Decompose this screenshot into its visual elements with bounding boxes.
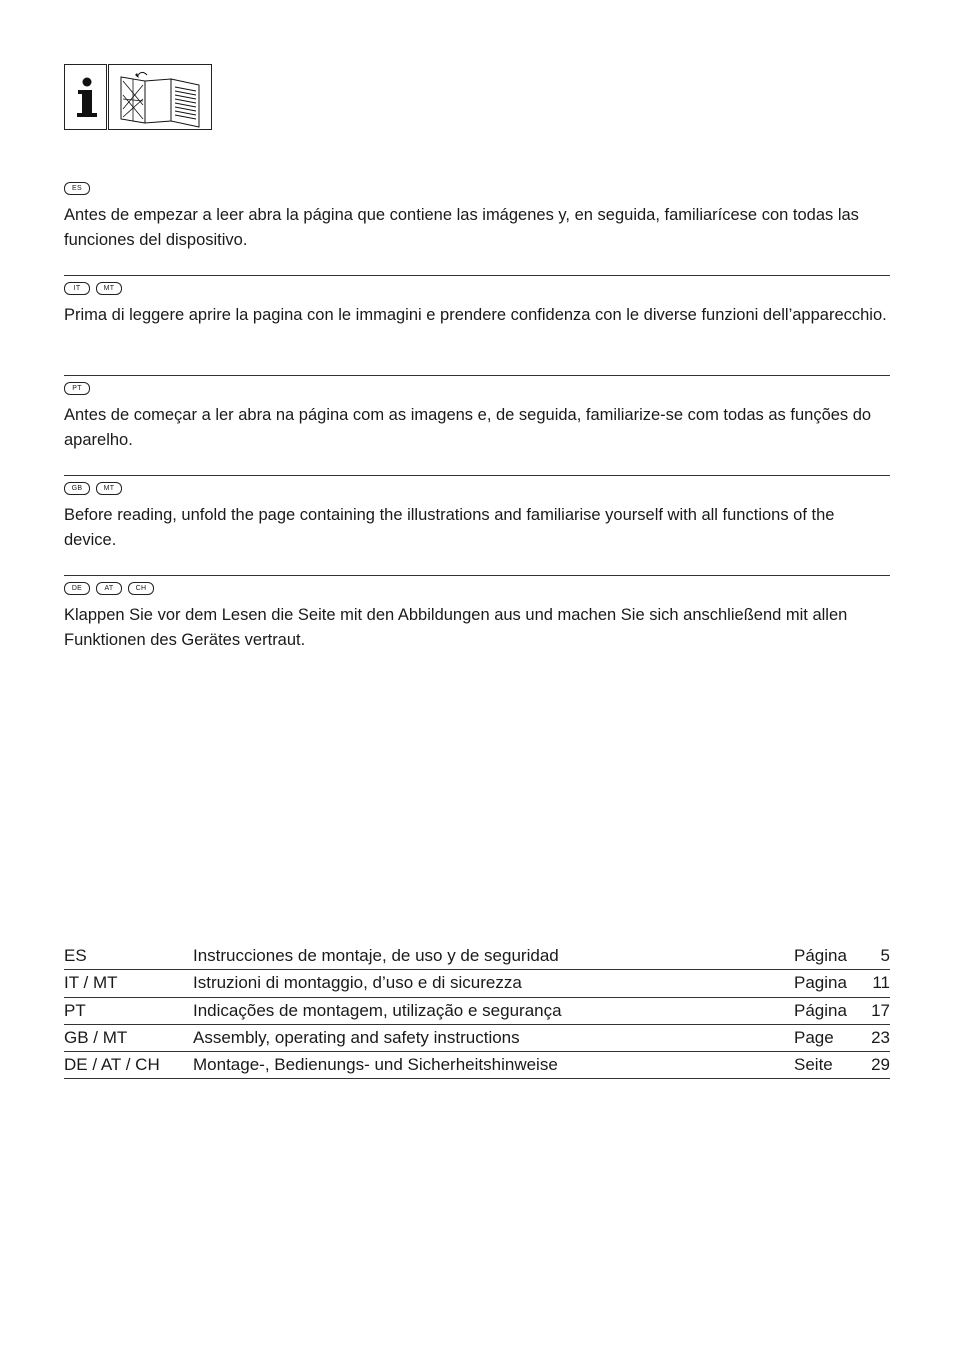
section-text: Before reading, unfold the page containing the illustrations and familiarise yourself with all functions of the device. (64, 506, 835, 549)
toc-page: 29 (871, 1055, 890, 1075)
language-badge: PT (64, 382, 90, 395)
toc-row (64, 943, 890, 970)
info-letter-icon (65, 65, 106, 129)
language-section (64, 276, 890, 376)
language-sections (64, 176, 890, 676)
section-text: Antes de empezar a leer abra la página que contiene las imágenes y, en seguida, familiarícese con todas las funciones del dispositivo. (64, 206, 859, 249)
toc-title: Istruzioni di montaggio, d’uso e di sicurezza (193, 973, 522, 993)
language-badge: GB (64, 482, 90, 495)
toc-label: Seite (794, 1055, 833, 1075)
unfold-page-icon (109, 65, 211, 129)
toc-page: 17 (871, 1000, 890, 1020)
toc-code: PT (64, 1000, 86, 1020)
language-badge: ES (64, 182, 90, 195)
toc-label: Página (794, 946, 847, 966)
language-badges (64, 479, 890, 497)
language-section (64, 176, 890, 276)
language-section (64, 476, 890, 576)
toc-title: Assembly, operating and safety instructions (193, 1028, 520, 1048)
toc-code: ES (64, 946, 87, 966)
language-section (64, 376, 890, 476)
language-badge: IT (64, 282, 90, 295)
section-text: Prima di leggere aprire la pagina con le immagini e prendere confidenza con le diverse funzioni dell’apparecchio. (64, 306, 887, 324)
language-badge: DE (64, 582, 90, 595)
toc-code: GB / MT (64, 1028, 128, 1048)
language-badge: MT (96, 482, 122, 495)
language-badges (64, 579, 890, 597)
toc-row (64, 1052, 890, 1079)
toc-code: DE / AT / CH (64, 1055, 160, 1075)
toc-page: 23 (871, 1028, 890, 1048)
language-badge: CH (128, 582, 154, 595)
toc-label: Pagina (794, 973, 847, 993)
toc-row (64, 970, 890, 997)
toc-label: Página (794, 1000, 847, 1020)
fold-out-pages-icon (108, 64, 212, 130)
table-of-contents (64, 943, 890, 1079)
toc-code: IT / MT (64, 973, 118, 993)
toc-title: Instrucciones de montaje, de uso y de seguridad (193, 946, 559, 966)
section-text: Antes de começar a ler abra na página com as imagens e, de seguida, familiarize-se com todas as funções do aparelho. (64, 406, 872, 449)
toc-page: 5 (880, 946, 890, 966)
toc-row (64, 1025, 890, 1052)
toc-page: 11 (872, 973, 890, 993)
info-icon (64, 64, 107, 130)
section-text: Klappen Sie vor dem Lesen die Seite mit den Abbildungen aus und machen Sie sich anschließend mit allen Funktionen des Gerätes vertraut. (64, 606, 848, 649)
language-badge: MT (96, 282, 122, 295)
toc-label: Page (794, 1028, 834, 1048)
language-badges (64, 179, 890, 197)
toc-title: Montage-, Bedienungs- und Sicherheitshinweise (193, 1055, 558, 1075)
language-badge: AT (96, 582, 122, 595)
language-badges (64, 279, 890, 297)
language-badges (64, 379, 890, 397)
toc-title: Indicações de montagem, utilização e segurança (193, 1000, 562, 1020)
toc-row (64, 998, 890, 1025)
language-section (64, 576, 890, 676)
